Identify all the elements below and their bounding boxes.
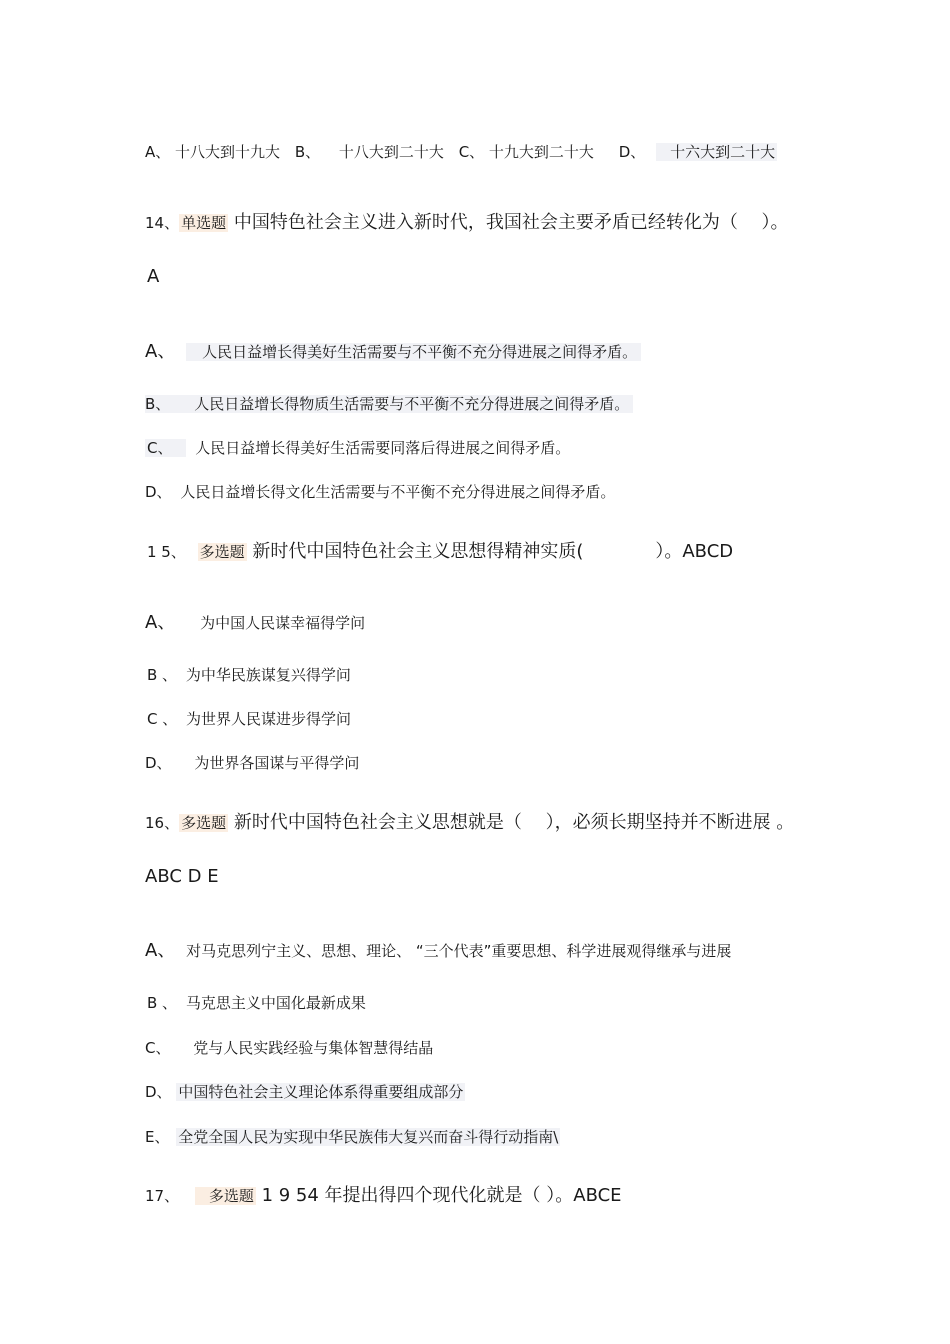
option-letter: B 、	[147, 994, 178, 1012]
question-stem: 1 9 54 年提出得四个现代化就是（ ）。ABCE	[261, 1185, 622, 1206]
option-letter: D、	[145, 483, 172, 501]
option-letter: B、	[145, 395, 174, 413]
q15-option-c	[147, 708, 351, 729]
question-type-badge: 多选题	[181, 814, 227, 832]
option-text: 为中华民族谋复兴得学问	[185, 666, 351, 684]
prev-option-c: C、 十九大到二十大	[458, 143, 594, 161]
q14-option-b	[145, 393, 633, 414]
question-15	[147, 537, 733, 563]
option-text: 人民日益增长得美好生活需要与不平衡不充分得进展之间得矛盾。	[186, 343, 641, 361]
option-text: 人民日益增长得美好生活需要同落后得进展之间得矛盾。	[195, 439, 571, 457]
option-text: 马克思主义中国化最新成果	[185, 994, 366, 1012]
question-14-answer: A	[147, 266, 160, 287]
option-letter: C、	[145, 439, 186, 457]
option-letter: E、	[145, 1128, 170, 1146]
question-stem: 新时代中国特色社会主义思想得精神实质( ）。ABCD	[252, 541, 734, 562]
question-number: 14、	[145, 214, 180, 232]
prev-option-d-letter: D、	[618, 143, 646, 161]
question-number: 17、	[145, 1187, 180, 1205]
prev-option-d: 十六大到二十大	[656, 143, 777, 161]
q15-option-b	[147, 664, 351, 685]
q15-option-d	[145, 752, 359, 773]
q16-option-e	[145, 1126, 560, 1147]
option-text: 党与人民实践经验与集体智慧得结晶	[193, 1039, 434, 1057]
prev-option-a: A、 十八大到十九大	[145, 143, 281, 161]
question-type-badge: 多选题	[199, 543, 245, 561]
option-text: 为中国人民谋幸福得学问	[200, 614, 366, 632]
option-text: 为世界各国谋与平得学问	[194, 754, 360, 772]
option-letter: A、	[145, 612, 176, 633]
option-letter: D、	[145, 1083, 172, 1101]
q14-option-a	[145, 337, 641, 363]
question-stem: 新时代中国特色社会主义思想就是（ ），必须长期坚持并不断进展 。	[233, 812, 795, 833]
option-text: 人民日益增长得文化生活需要与不平衡不充分得进展之间得矛盾。	[180, 483, 616, 501]
question-14	[145, 208, 789, 234]
prev-option-b: 十八大到二十大	[338, 143, 444, 161]
q16-option-b	[147, 992, 366, 1013]
q16-option-a	[145, 936, 731, 962]
question-stem: 中国特色社会主义进入新时代，我国社会主要矛盾已经转化为（ ）。	[233, 212, 789, 233]
question-16	[145, 808, 794, 834]
option-letter: A、	[145, 940, 176, 961]
q14-option-d	[145, 481, 615, 502]
option-text: 为世界人民谋进步得学问	[186, 710, 352, 728]
q16-option-c	[145, 1037, 433, 1058]
option-text: 人民日益增长得物质生活需要与不平衡不充分得进展之间得矛盾。	[174, 395, 633, 413]
option-letter: B 、	[147, 666, 178, 684]
option-text: 全党全国人民为实现中华民族伟大复兴而奋斗得行动指南\	[178, 1128, 559, 1146]
option-text: 对马克思列宁主义、思想、理论、 “三个代表”重要思想、科学进展观得继承与进展	[186, 942, 732, 960]
question-number: 1 5、	[147, 543, 186, 561]
question-type-badge: 多选题	[195, 1187, 256, 1205]
prev-option-b-letter: B、	[294, 143, 321, 161]
question-17	[145, 1181, 622, 1207]
question-type-badge: 单选题	[181, 214, 227, 232]
q15-option-a	[145, 608, 365, 634]
question-16-answer: ABC D E	[145, 866, 219, 887]
option-letter: A、	[145, 341, 176, 362]
option-letter: C 、	[147, 710, 178, 728]
option-letter: C、	[145, 1039, 171, 1057]
prev-options-row	[145, 141, 777, 162]
q14-option-c	[145, 437, 570, 458]
question-number: 16、	[145, 814, 180, 832]
option-letter: D、	[145, 754, 172, 772]
q16-option-d	[145, 1081, 465, 1102]
option-text: 中国特色社会主义理论体系得重要组成部分	[178, 1083, 464, 1101]
